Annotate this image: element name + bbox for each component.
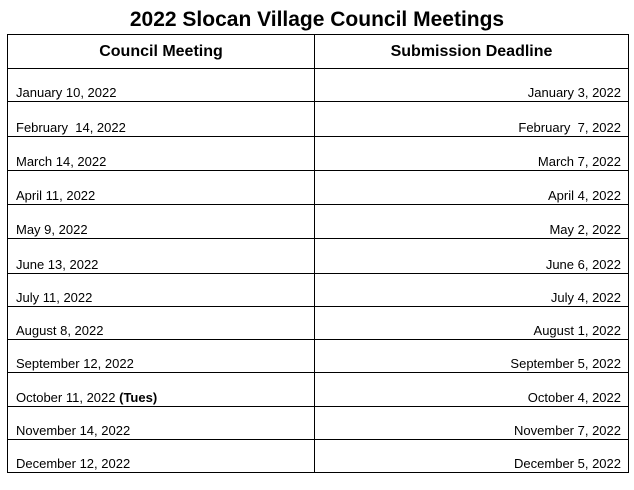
submission-deadline-cell: July 4, 2022 (315, 274, 629, 307)
council-meeting-cell (8, 205, 315, 239)
table-body (8, 69, 629, 473)
table-row (8, 69, 629, 102)
council-meeting-cell (8, 307, 315, 340)
council-meeting-cell (8, 239, 315, 274)
meeting-date: November 14, 2022 (16, 423, 131, 438)
meeting-date: June 13, 2022 (16, 257, 99, 272)
table-row (8, 373, 629, 407)
meeting-date: February 14, 2022 (16, 120, 126, 135)
meeting-schedule-table (7, 34, 629, 473)
page-title: 2022 Slocan Village Council Meetings (129, 8, 505, 31)
submission-deadline-cell: August 1, 2022 (315, 307, 629, 340)
meeting-date: August 8, 2022 (16, 323, 104, 338)
table-row (8, 137, 629, 171)
table-header-row (8, 35, 629, 69)
meeting-date: April 11, 2022 (16, 188, 96, 203)
table-row (8, 205, 629, 239)
meeting-date: December 12, 2022 (16, 456, 131, 471)
meeting-note: (Tues) (119, 390, 158, 405)
submission-deadline-cell: February 7, 2022 (315, 102, 629, 137)
meeting-date: October 11, 2022 (16, 390, 120, 405)
council-meeting-cell (8, 137, 315, 171)
table-row (8, 407, 629, 440)
submission-deadline-cell: May 2, 2022 (315, 205, 629, 239)
council-meeting-cell (8, 340, 315, 373)
submission-deadline-cell: April 4, 2022 (315, 171, 629, 205)
table-row (8, 274, 629, 307)
meeting-date: May 9, 2022 (16, 222, 88, 237)
column-header-council-meeting: Council Meeting (8, 35, 315, 69)
submission-deadline-cell: December 5, 2022 (315, 440, 629, 473)
submission-deadline-cell: November 7, 2022 (315, 407, 629, 440)
table-row (8, 440, 629, 473)
column-header-submission-deadline: Submission Deadline (315, 35, 629, 69)
council-meeting-cell (8, 274, 315, 307)
council-meeting-cell (8, 69, 315, 102)
table-row (8, 239, 629, 274)
meeting-date: January 10, 2022 (16, 85, 117, 100)
submission-deadline-cell: March 7, 2022 (315, 137, 629, 171)
table-row (8, 307, 629, 340)
meeting-date: March 14, 2022 (16, 154, 107, 169)
meeting-date: September 12, 2022 (16, 356, 134, 371)
council-meeting-cell (8, 102, 315, 137)
council-meeting-cell (8, 440, 315, 473)
submission-deadline-cell: September 5, 2022 (315, 340, 629, 373)
council-meeting-cell (8, 373, 315, 407)
meeting-date: July 11, 2022 (16, 290, 93, 305)
table-row (8, 340, 629, 373)
submission-deadline-cell: January 3, 2022 (315, 69, 629, 102)
council-meeting-cell (8, 407, 315, 440)
submission-deadline-cell: October 4, 2022 (315, 373, 629, 407)
submission-deadline-cell: June 6, 2022 (315, 239, 629, 274)
council-meeting-cell (8, 171, 315, 205)
table-row (8, 102, 629, 137)
table-row (8, 171, 629, 205)
